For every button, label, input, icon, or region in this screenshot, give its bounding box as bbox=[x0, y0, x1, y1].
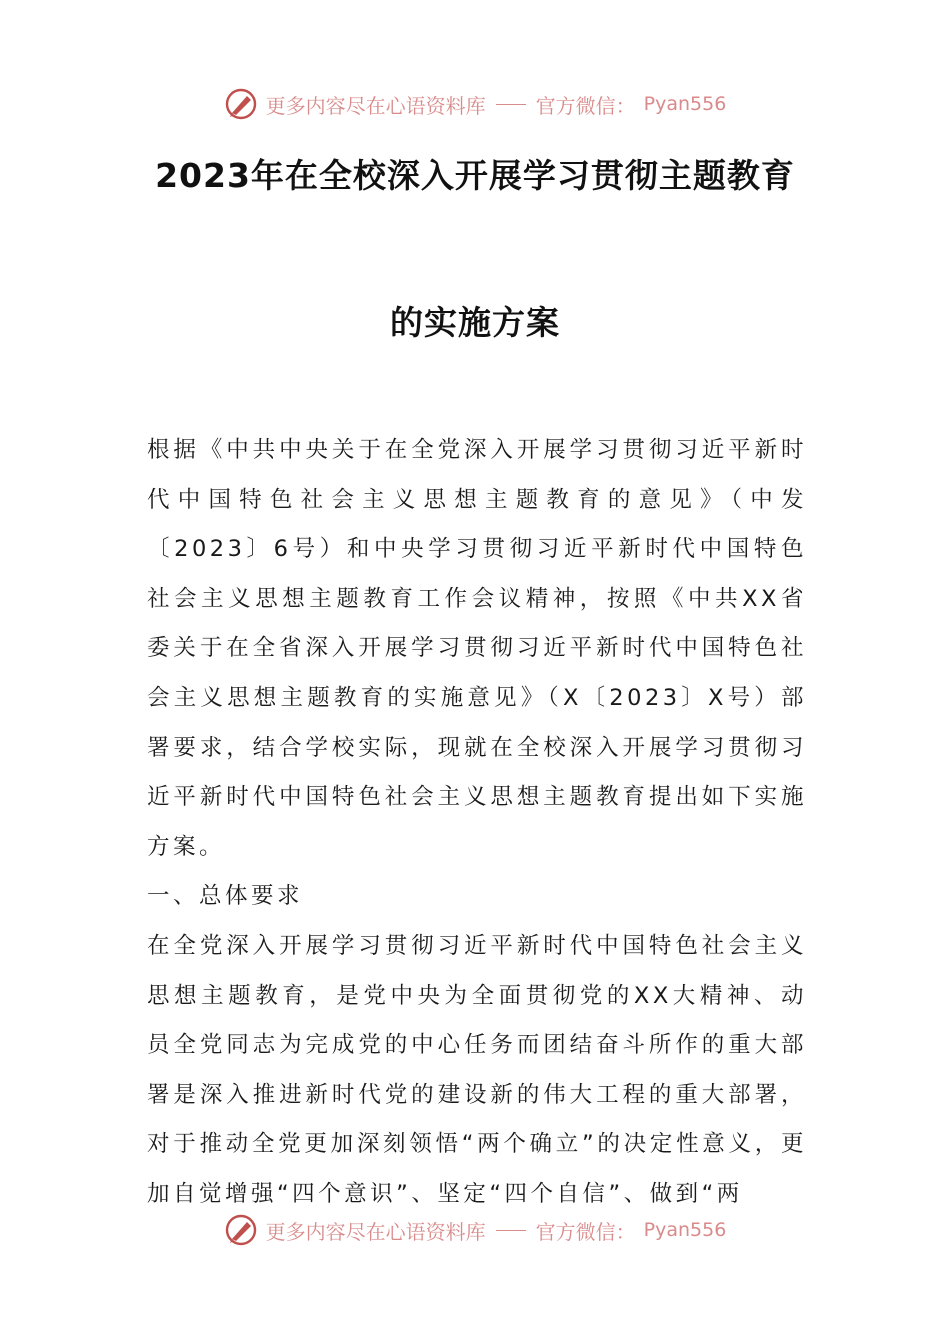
paragraph-intro: 根据《中共中央关于在全党深入开展学习贯彻习近平新时代中国特色社会主义思想主题教育的意见》（中发〔2023〕6号）和中央学习贯彻习近平新时代中国特色社会主义思想主题教育工作会议精神，按照《中共XX省委关于在全省深入开展学习贯彻习近平新时代中国特色社会主义思想主题教育的实施意见》（X〔2023〕X号）部署要求，结合学校实际，现就在全校深入开展学习贯彻习近平新时代中国特色社会主义思想主题教育提出如下实施方案。 bbox=[147, 437, 807, 860]
watermark-header bbox=[0, 84, 950, 124]
watermark-wechat-id: Pyan556 bbox=[643, 1219, 727, 1241]
watermark-separator bbox=[496, 1230, 526, 1231]
watermark-text: 更多内容尽在心语资料库 bbox=[265, 93, 486, 118]
watermark-separator bbox=[496, 104, 526, 105]
section-heading: 一、总体要求 bbox=[147, 883, 304, 910]
pen-logo-icon bbox=[224, 87, 258, 121]
watermark-text: 更多内容尽在心语资料库 bbox=[265, 1219, 486, 1244]
document-body bbox=[147, 426, 807, 1220]
watermark-suffix: 官方微信： bbox=[535, 93, 636, 118]
watermark-footer bbox=[0, 1210, 950, 1250]
watermark-suffix: 官方微信： bbox=[535, 1219, 636, 1244]
document-title-line-1: 2023年在全校深入开展学习贯彻主题教育 bbox=[155, 156, 795, 195]
paragraph-body: 在全党深入开展学习贯彻习近平新时代中国特色社会主义思想主题教育，是党中央为全面贯彻党的XX大精神、动员全党同志为完成党的中心任务而团结奋斗所作的重大部署是深入推进新时代党的建设新的伟大工程的重大部署，对于推动全党更加深刻领悟“两个确立”的决定性意义，更加自觉增强“四个意识”、坚定“四个自信”、做到“两 bbox=[147, 932, 807, 1207]
document-title-line-2: 的实施方案 bbox=[390, 303, 560, 342]
pen-logo-icon bbox=[224, 1213, 258, 1247]
watermark-wechat-id: Pyan556 bbox=[643, 93, 727, 115]
